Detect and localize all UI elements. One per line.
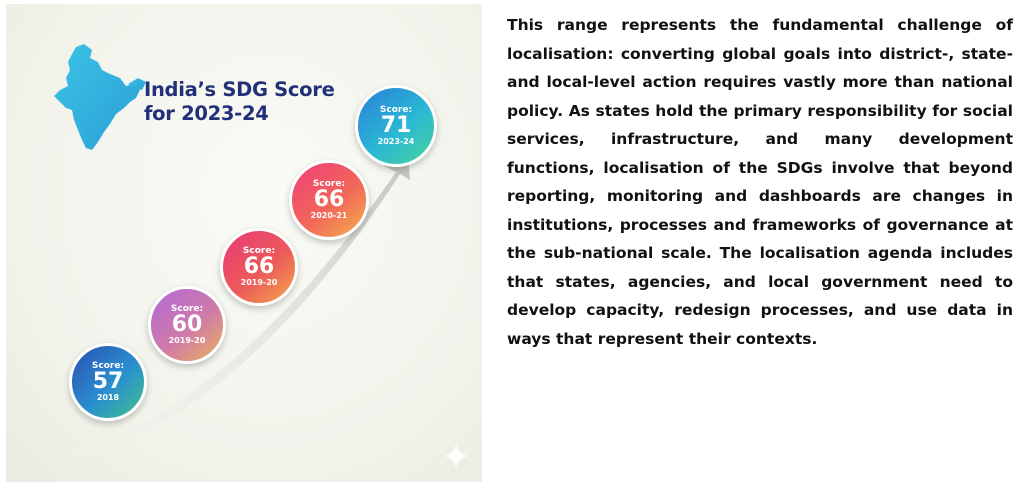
score-circle-2018 bbox=[69, 343, 147, 421]
score-circle-2019-20-a bbox=[148, 286, 226, 364]
body-paragraph: This range represents the fundamental challenge of localisation: converting global goals into district-, state- and local-level action requires vastly more than national policy. As states hold the primary responsibility for social services, infrastructure, and many development functions, localisation of the SDGs involve that beyond reporting, monitoring and dashboards are changes in institutions, processes and frameworks of governance at the sub-national scale. The localisation agenda includes that states, agencies, and local government need to develop capacity, redesign processes, and use data in ways that represent their contexts. bbox=[507, 16, 1013, 348]
score-value: 60 bbox=[171, 312, 203, 337]
india-map-icon bbox=[54, 44, 140, 150]
score-label: Score: bbox=[312, 179, 346, 189]
score-value: 71 bbox=[380, 113, 412, 138]
score-year: 2018 bbox=[96, 393, 120, 402]
score-label: Score: bbox=[379, 105, 413, 115]
score-circle-2019-20-b bbox=[220, 228, 298, 306]
score-value: 66 bbox=[243, 254, 275, 279]
score-label: Score: bbox=[242, 246, 276, 256]
infographic-title bbox=[144, 78, 335, 126]
score-label: Score: bbox=[170, 304, 204, 314]
score-year: 2020-21 bbox=[310, 211, 348, 220]
score-label: Score: bbox=[91, 361, 125, 371]
score-year: 2019-20 bbox=[240, 278, 278, 287]
score-circle-2020-21 bbox=[289, 160, 369, 240]
score-year: 2019-20 bbox=[168, 336, 206, 345]
sparkle-icon bbox=[444, 444, 468, 468]
sdg-infographic bbox=[6, 4, 482, 482]
score-value: 66 bbox=[313, 187, 345, 212]
score-circle-2023-24 bbox=[355, 85, 437, 167]
score-value: 57 bbox=[92, 369, 124, 394]
score-year: 2023-24 bbox=[377, 137, 415, 146]
title-line-1: India’s SDG Score bbox=[144, 78, 335, 101]
title-line-2: for 2023-24 bbox=[144, 102, 269, 125]
